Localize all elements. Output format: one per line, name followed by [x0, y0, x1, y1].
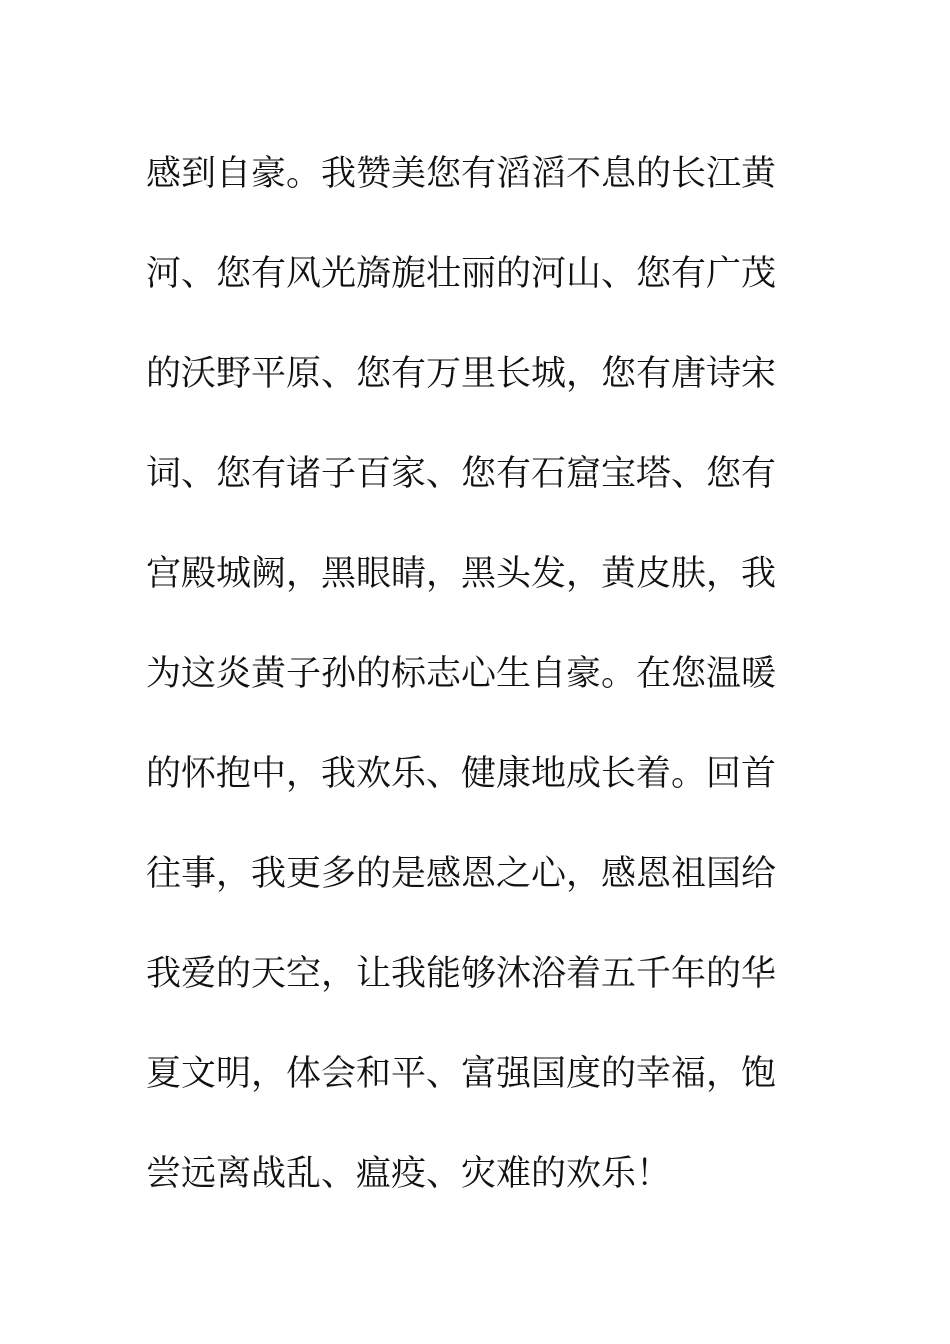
- text-line-10: 夏文明，体会和平、富强国度的幸福，饱: [146, 1054, 777, 1094]
- text-line-5: 宫殿城阙，黑眼睛，黑头发，黄皮肤，我: [146, 554, 777, 594]
- text-line-8: 往事，我更多的是感恩之心，感恩祖国给: [146, 854, 777, 894]
- text-line-7: 的怀抱中，我欢乐、健康地成长着。回首: [146, 754, 777, 794]
- text-line-11: 尝远离战乱、瘟疫、灾难的欢乐！: [146, 1154, 672, 1194]
- text-line-4: 词、您有诸子百家、您有石窟宝塔、您有: [146, 454, 777, 494]
- text-line-3: 的沃野平原、您有万里长城，您有唐诗宋: [146, 354, 777, 394]
- text-line-2: 河、您有风光旖旎壮丽的河山、您有广茂: [146, 254, 777, 294]
- text-line-1: 感到自豪。我赞美您有滔滔不息的长江黄: [146, 154, 777, 194]
- body-text: [146, 124, 786, 1224]
- text-line-9: 我爱的天空，让我能够沐浴着五千年的华: [146, 954, 777, 994]
- text-line-6: 为这炎黄子孙的标志心生自豪。在您温暖: [146, 654, 777, 694]
